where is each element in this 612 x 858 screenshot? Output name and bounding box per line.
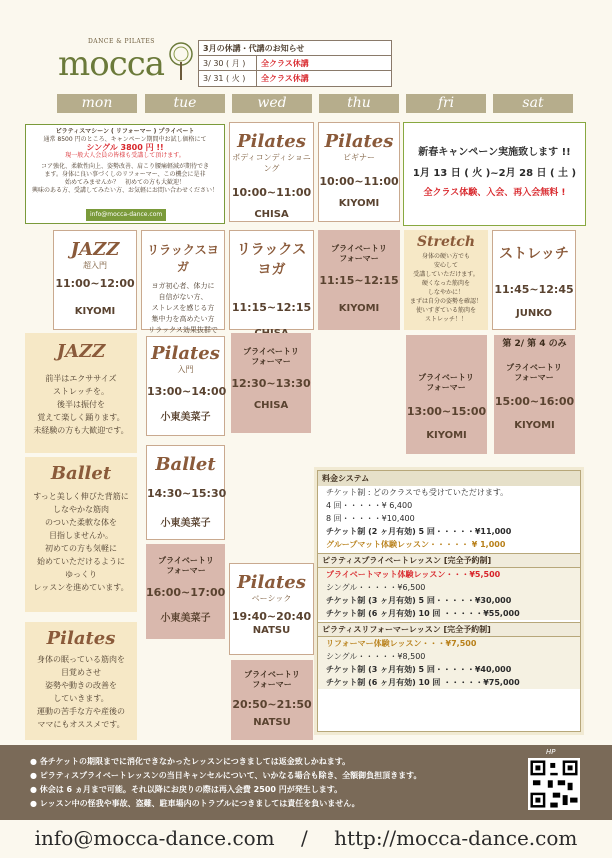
class-desc: 身体の硬い方でも: [421, 253, 470, 260]
price-line: チケット制 (3 ヶ月有効) 5 回・・・・・¥40,000: [326, 665, 512, 674]
class-title: Ballet: [50, 463, 112, 484]
class-instructor: 小東美菜子: [160, 412, 211, 423]
promo-body: ます。身体に良い事づくしのリフォーマー、この機会に是非: [44, 171, 206, 178]
class-tue-relax-yoga-info: [141, 230, 225, 334]
class-wed-pilates-basic: [229, 563, 314, 655]
day-header-tue: tue: [145, 94, 225, 113]
class-fri-stretch-info: [404, 230, 488, 330]
class-desc: のついた柔軟な体を: [45, 518, 117, 527]
class-thu-private-reformer: [318, 230, 400, 330]
class-instructor: 小東美菜子: [160, 613, 211, 624]
class-desc: 使いすぎている筋肉を: [415, 307, 476, 314]
class-desc: ママにもオススメです。: [37, 720, 125, 729]
class-instructor: KIYOMI: [514, 420, 555, 431]
class-instructor: NATSU: [253, 717, 291, 728]
class-title: リラックスヨガ: [147, 243, 219, 274]
rule-item: ● 休会は 6 ヵ月まで可能。それ以降にお戻りの際は再入会費 2500 円が発生します。: [30, 785, 343, 794]
closure-notice: [198, 40, 392, 87]
class-desc: まずは自分の姿勢を確認！: [409, 298, 482, 305]
class-instructor: CHISA: [253, 400, 289, 411]
class-desc: レッスンを進めています。: [33, 583, 129, 592]
class-title: JAZZ: [56, 341, 106, 362]
class-sat-stretch: [492, 230, 576, 330]
day-header-sat: sat: [493, 94, 573, 113]
class-desc: 目覚めさせ: [61, 668, 101, 677]
class-desc: ヨガ初心者、体力に: [151, 282, 215, 290]
class-desc: ゆっくり: [65, 570, 97, 579]
promo-line: 通常 8500 円のところ、キャンペーン期間中お試し価格にて: [43, 136, 207, 143]
class-sub: 超入門: [83, 261, 107, 270]
rule-item: ● 各チケットの期限までに消化できなかったレッスンにつきましては返金致しかねます。: [30, 757, 351, 766]
class-title: プライベートリフォーマー: [244, 670, 300, 689]
class-time: 20:50~21:50: [232, 698, 312, 711]
class-title: プライベートリフォーマー: [158, 556, 214, 575]
class-time: 11:00~12:00: [55, 277, 135, 290]
price-system: [317, 470, 581, 732]
class-head: 第 2/ 第 4 のみ: [502, 339, 567, 349]
class-desc: 目指しませんか。: [49, 531, 113, 540]
rule-item: ● ピラティスプライベートレッスンの当日キャンセルについて、いかなる場合も除き、全額御負担頂きます。: [30, 771, 422, 780]
campaign-title: 新春キャンペーン実施致します !!: [418, 147, 571, 158]
class-time: 19:40~20:40: [231, 610, 312, 623]
class-instructor: NATSU: [252, 625, 291, 636]
day-header-wed: wed: [232, 94, 312, 113]
class-desc: すっと美しく伸びた背筋に: [33, 492, 129, 501]
class-title: プライベートリフォーマー: [331, 244, 387, 263]
class-time: 13:00~14:00: [147, 385, 227, 398]
class-mon-ballet-info: [25, 457, 137, 612]
class-title: Pilates: [46, 628, 116, 649]
class-tue-pilates-intro: [146, 336, 225, 436]
class-time: 14:30~15:30: [147, 487, 227, 500]
class-desc: しなやかに！: [427, 289, 464, 296]
class-desc: 安心して: [433, 262, 458, 269]
class-desc: リラックス効果抜群で: [148, 326, 218, 334]
class-desc: ストレスを感じる方: [151, 304, 215, 312]
price-line: プライベートマット体験レッスン・・・¥5,500: [326, 570, 501, 579]
class-sub: ビギナー: [343, 153, 375, 162]
class-wed-pilates-body: [229, 122, 314, 222]
logo: [58, 38, 193, 86]
campaign-offer: 全クラス体験、入会、再入会無料 !: [423, 188, 566, 198]
class-wed-private-reformer-evening: [231, 660, 313, 740]
class-time: 10:00~11:00: [231, 186, 312, 199]
class-title: ストレッチ: [499, 246, 569, 262]
promo-body: コア強化、柔軟性向上、姿勢改善、肩こり腰痛軽減が期待でき: [40, 163, 209, 170]
class-title: Pilates: [324, 131, 394, 152]
day-header-mon: mon: [57, 94, 137, 113]
day-header-fri: fri: [406, 94, 486, 113]
class-instructor: 小東美菜子: [160, 518, 211, 529]
class-desc: しなやかな筋肉: [53, 505, 109, 514]
price-line: グループマット体験レッスン・・・・・ ¥ 1,000: [326, 540, 506, 549]
tree-icon: [168, 42, 194, 82]
class-time: 13:00~15:00: [406, 405, 487, 418]
class-desc: 身体の眠っている筋肉を: [37, 655, 125, 664]
notice-date: 3/ 31 ( 火 ): [199, 71, 257, 86]
price-line: チケット制 (3 ヶ月有効) 5 回・・・・・¥30,000: [326, 596, 512, 605]
class-title: Pilates: [151, 343, 220, 364]
price-line: シングル・・・・・¥6,500: [326, 583, 426, 592]
class-sub: ベーシック: [251, 594, 292, 603]
hp-label: HP: [546, 748, 556, 756]
promo-price: シングル 3800 円 !!: [86, 143, 164, 152]
class-time: 11:45~12:45: [494, 283, 574, 296]
promo-title: ピラティスマシーン ( リフォーマー ) プライベート: [55, 128, 195, 135]
class-desc: 受講していただけます。: [413, 271, 479, 278]
class-instructor: CHISA: [254, 209, 289, 220]
notice-date: 3/ 30 ( 月 ): [199, 56, 257, 70]
class-title: JAZZ: [70, 239, 120, 260]
class-title: Pilates: [237, 572, 306, 593]
class-time: 10:00~11:00: [319, 175, 399, 188]
class-desc: ストレッチを。: [53, 387, 109, 396]
class-tue-ballet: [146, 445, 225, 540]
logo-wordmark: mocca: [58, 44, 165, 84]
class-title: Stretch: [416, 234, 476, 250]
class-time: 11:15~12:15: [231, 301, 312, 314]
class-fri-private-reformer: [406, 335, 487, 454]
class-time: 15:00~16:00: [494, 395, 575, 408]
price-line: リフォーマー体験レッスン・・・¥7,500: [326, 639, 477, 648]
class-title: Pilates: [237, 131, 306, 152]
class-time: 16:00~17:00: [146, 586, 226, 599]
class-desc: ストレッチ！！: [425, 316, 467, 323]
class-mon-jazz-intro: [53, 230, 137, 330]
notice-value: 全クラス休講: [261, 58, 309, 68]
promo-email-link[interactable]: info@mocca-dance.com: [86, 209, 166, 221]
class-title: プライベートリフォーマー: [418, 373, 474, 392]
class-desc: 始めていただけるように: [37, 557, 125, 566]
class-sub: 入門: [177, 365, 194, 374]
class-title: リラックスヨガ: [236, 242, 307, 278]
price-header: 料金システム: [318, 471, 580, 486]
class-desc: 未経験の方も大歓迎です。: [33, 426, 129, 435]
price-line: チケット制 (6 ヶ月有効) 10 回 ・・・・・¥55,000: [326, 609, 520, 618]
class-instructor: KIYOMI: [426, 430, 467, 441]
rule-item: ● レッスン中の怪我や事故、盗難、駐車場内のトラブルにつきましては責任を負いません。: [30, 799, 360, 808]
class-title: Ballet: [155, 454, 216, 475]
class-desc: 運動の苦手な方や産後の: [37, 707, 125, 716]
promo-body: 興味のある方、受講してみたい方、お気軽にお問い合わせください！: [31, 187, 218, 194]
class-thu-pilates-beginner: [318, 122, 400, 222]
class-instructor: KIYOMI: [338, 198, 380, 209]
price-line: 4 回・・・・・¥ 6,400: [326, 501, 413, 510]
price-section-header: ピラティスリフォーマーレッスン [完全予約制]: [318, 622, 580, 637]
class-mon-pilates-info: [25, 622, 137, 740]
day-header-thu: thu: [319, 94, 399, 113]
campaign-period: 1月 13 日 ( 火 )~2月 28 日 ( 土 ): [412, 168, 577, 179]
rules-bar: [0, 745, 612, 820]
footer-contact[interactable]: info@mocca-dance.com / http://mocca-dance.com: [34, 826, 578, 850]
price-line: チケット制 (2 ヶ月有効) 5 回・・・・・¥11,000: [326, 527, 512, 536]
class-title: プライベートリフォーマー: [243, 347, 299, 366]
class-desc: 集中力を高めたい方: [151, 315, 215, 323]
class-desc: 自信がない方、: [158, 293, 208, 301]
class-desc: 前半はエクササイズ: [45, 374, 117, 383]
reformer-promo: [25, 124, 225, 224]
class-instructor: KIYOMI: [338, 303, 380, 314]
price-section-header: ピラティスプライベートレッスン [完全予約制]: [318, 553, 580, 568]
price-line: チケット制 : どのクラスでも受けていただけます。: [326, 488, 509, 497]
class-tue-private-reformer: [146, 544, 225, 639]
logo-tagline: DANCE & PILATES: [88, 38, 155, 45]
notice-title: 3月の休講・代講のお知らせ: [203, 43, 305, 53]
promo-note: 現一般大人会員の皆様も受講して頂けます。: [65, 152, 185, 159]
class-desc: 初めての方も気軽に: [45, 544, 117, 553]
class-desc: 覚えて楽しく踊ります。: [37, 413, 125, 422]
class-title: プライベートリフォーマー: [506, 363, 562, 382]
new-year-campaign: [403, 122, 586, 226]
class-instructor: KIYOMI: [74, 306, 116, 317]
class-desc: していきます。: [53, 694, 109, 703]
price-line: 8 回・・・・・¥10,400: [326, 514, 415, 523]
class-wed-private-reformer: [231, 333, 311, 433]
qr-code-icon[interactable]: [528, 758, 580, 810]
class-mon-jazz-info: [25, 333, 137, 453]
class-time: 12:30~13:30: [231, 377, 311, 390]
promo-body: 始めてみませんか？ 初めての方も大歓迎！: [64, 179, 185, 186]
price-line: シングル・・・・・¥8,500: [326, 652, 426, 661]
class-wed-relax-yoga: [229, 230, 314, 330]
class-instructor: JUNKO: [515, 308, 552, 319]
notice-value: 全クラス休講: [261, 74, 309, 83]
class-sat-private-reformer: [494, 335, 575, 454]
price-line: チケット制 (6 ヶ月有効) 10 回 ・・・・・¥75,000: [326, 678, 520, 687]
class-sub: ボディコンディショニング: [232, 153, 311, 173]
class-time: 11:15~12:15: [319, 274, 399, 287]
class-desc: 硬くなった筋肉を: [421, 280, 470, 287]
class-desc: 後半は振付を: [57, 400, 105, 409]
class-desc: 姿勢や動きの改善を: [45, 681, 117, 690]
